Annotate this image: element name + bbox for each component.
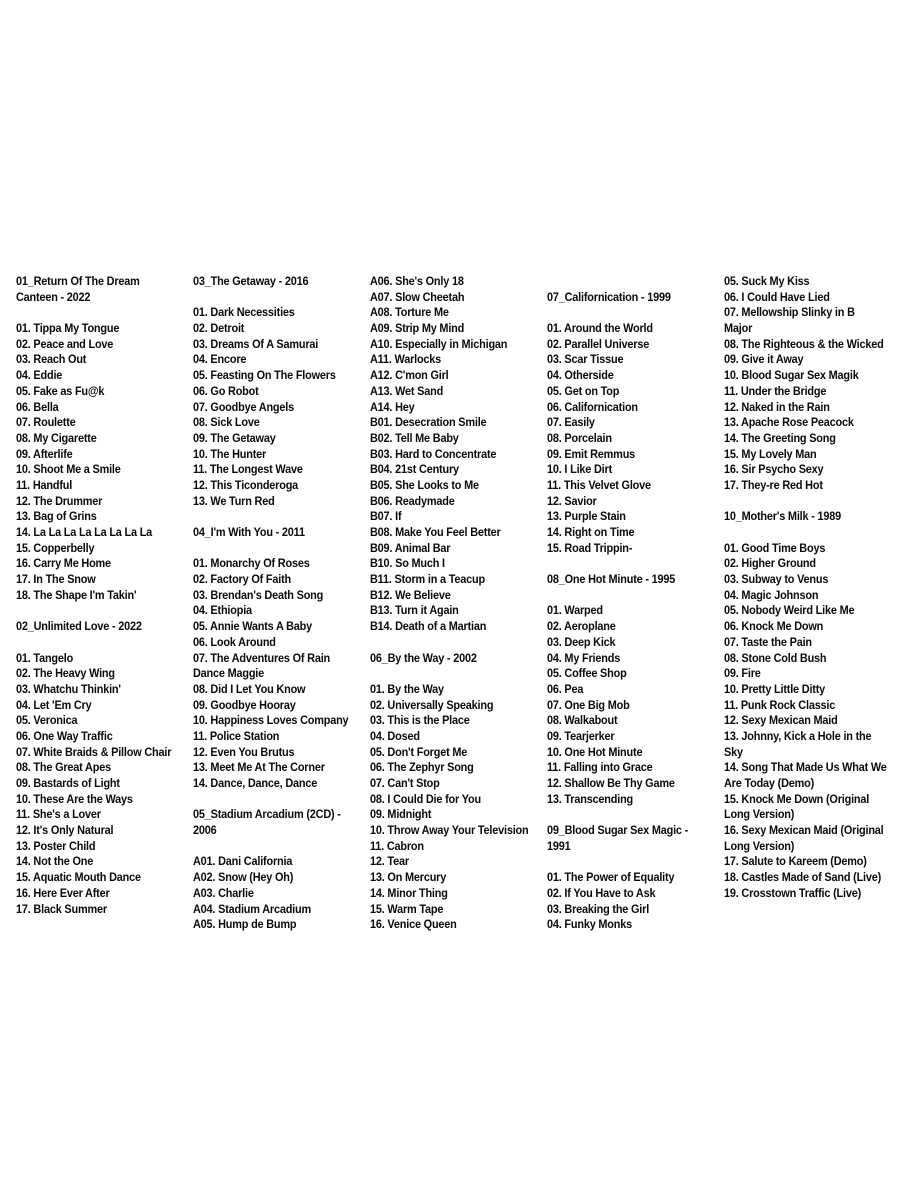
track-item: 02. If You Have to Ask (547, 886, 656, 900)
track-item: B12. We Believe (370, 588, 451, 602)
track-item: 07. One Big Mob (547, 698, 630, 712)
track-item: 01. Around the World (547, 322, 653, 336)
track-item: 04. Dosed (370, 729, 420, 743)
track-item: 12. Sexy Mexican Maid (724, 714, 838, 728)
column-4 (547, 274, 725, 933)
track-item: A12. C'mon Girl (370, 369, 449, 383)
track-item: A09. Strip My Mind (370, 322, 465, 336)
track-item: 11. Cabron (370, 839, 424, 853)
track-item: 08. The Righteous & the Wicked (724, 337, 884, 351)
track-item: 01. Warped (547, 604, 603, 618)
spacer (16, 305, 194, 321)
track-item: 05. Nobody Weird Like Me (724, 604, 855, 618)
track-item: 05. Veronica (16, 714, 78, 728)
track-item: 04. Otherside (547, 369, 614, 383)
track-item: 12. Savior (547, 494, 597, 508)
track-item: 16. Sir Psycho Sexy (724, 463, 824, 477)
track-item: 10. Blood Sugar Sex Magik (724, 369, 859, 383)
track-item: 07. Easily (547, 416, 595, 430)
track-item: 14. Minor Thing (370, 886, 448, 900)
album-heading: 03_The Getaway - 2016 (193, 275, 309, 288)
track-item: 17. Salute to Kareem (Demo) (724, 855, 867, 869)
track-item: 09. Give it Away (724, 353, 804, 367)
track-item: 08. Sick Love (193, 416, 260, 430)
track-item: 03. Breaking the Girl (547, 902, 650, 916)
track-item: 07. White Braids & Pillow Chair (16, 745, 172, 759)
track-item: 15. Warm Tape (370, 902, 444, 916)
track-item: 12. Shallow Be Thy Game (547, 777, 675, 790)
track-item: 11. Punk Rock Classic (724, 698, 836, 712)
track-item: 08. I Could Die for You (370, 792, 481, 806)
track-item: 13. Transcending (547, 792, 634, 806)
spacer (547, 807, 725, 823)
track-item: 09. Fire (724, 667, 761, 681)
track-item: 13. Johnny, Kick a Hole in the (724, 729, 872, 743)
track-item: 15. Road Trippin- (547, 541, 633, 555)
spacer (370, 666, 548, 682)
track-item: B02. Tell Me Baby (370, 431, 459, 445)
track-item: 11. The Longest Wave (193, 463, 303, 477)
spacer (547, 274, 725, 290)
track-item: 05. Coffee Shop (547, 667, 627, 681)
album-heading: 04_I'm With You - 2011 (193, 526, 305, 539)
track-item: 15. Knock Me Down (Original (724, 792, 870, 806)
track-item: B03. Hard to Concentrate (370, 447, 497, 461)
track-item: 01. Tangelo (16, 651, 74, 665)
track-item: 03. Brendan's Death Song (193, 588, 324, 602)
track-item: 04. Eddie (16, 369, 63, 383)
track-item: B10. So Much I (370, 557, 445, 571)
track-item: 10. The Hunter (193, 447, 267, 461)
track-item: 06. The Zephyr Song (370, 761, 474, 775)
track-item: 09. Midnight (370, 808, 432, 822)
track-item: 13. Apache Rose Peacock (724, 416, 854, 430)
album-heading: 1991 (547, 839, 571, 853)
track-item: B13. Turn it Again (370, 604, 459, 618)
track-item: A03. Charlie (193, 886, 254, 900)
track-item: 03. Deep Kick (547, 635, 616, 649)
track-item: 03. Dreams Of A Samurai (193, 337, 319, 351)
track-item: B14. Death of a Martian (370, 620, 487, 634)
track-item: 16. Carry Me Home (16, 557, 111, 571)
spacer (724, 494, 900, 510)
track-item: 06. Bella (16, 400, 59, 414)
track-item: B11. Storm in a Teacup (370, 573, 485, 587)
track-item: 10. One Hot Minute (547, 745, 643, 759)
track-item: 14. The Greeting Song (724, 431, 836, 445)
track-item: A04. Stadium Arcadium (193, 902, 311, 916)
track-item: 12. This Ticonderoga (193, 478, 299, 492)
track-item: 04. Ethiopia (193, 604, 252, 618)
track-item: 02. Peace and Love (16, 337, 114, 351)
track-item: 16. Sexy Mexican Maid (Original (724, 824, 884, 838)
track-item: 06. One Way Traffic (16, 729, 113, 743)
track-item: B09. Animal Bar (370, 541, 451, 555)
track-item: 13. Meet Me At The Corner (193, 761, 325, 775)
track-item: 08. My Cigarette (16, 431, 97, 445)
track-item: A02. Snow (Hey Oh) (193, 871, 294, 885)
track-item: 18. The Shape I'm Takin' (16, 588, 137, 602)
track-item: 01. By the Way (370, 682, 444, 696)
track-item: Dance Maggie (193, 667, 265, 681)
spacer (547, 556, 725, 572)
track-item: 15. Copperbelly (16, 541, 95, 555)
track-item: 02. Aeroplane (547, 620, 616, 634)
track-item: 08. Porcelain (547, 431, 612, 445)
track-item: A07. Slow Cheetah (370, 290, 465, 304)
track-item: 06. Look Around (193, 635, 276, 649)
track-item: 13. Poster Child (16, 839, 96, 853)
track-item: 01. Tippa My Tongue (16, 322, 120, 336)
track-item: 02. Universally Speaking (370, 698, 494, 712)
track-item: A05. Hump de Bump (193, 918, 297, 932)
track-item: 03. Whatchu Thinkin' (16, 682, 121, 696)
track-item: Long Version) (724, 808, 795, 822)
track-item: 14. Not the One (16, 855, 94, 869)
spacer (193, 541, 371, 557)
track-item: 06. Go Robot (193, 384, 259, 398)
track-item: 05. Get on Top (547, 384, 620, 398)
spacer (16, 635, 194, 651)
track-item: 16. Here Ever After (16, 886, 110, 900)
track-item: 04. Magic Johnson (724, 588, 819, 602)
track-item: 04. Let 'Em Cry (16, 698, 92, 712)
track-item: A10. Especially in Michigan (370, 337, 508, 351)
track-item: B01. Desecration Smile (370, 416, 487, 430)
track-item: 04. My Friends (547, 651, 621, 665)
track-item: 17. They-re Red Hot (724, 478, 823, 492)
track-item: 10. These Are the Ways (16, 792, 133, 806)
track-item: 12. Naked in the Rain (724, 400, 830, 414)
track-item: 14. Right on Time (547, 526, 635, 539)
track-item: 11. This Velvet Glove (547, 478, 651, 492)
track-item: 12. It's Only Natural (16, 824, 114, 838)
track-item: 14. Dance, Dance, Dance (193, 777, 318, 790)
track-item: B06. Readymade (370, 494, 455, 508)
spacer (193, 290, 371, 306)
track-item: 09. Emit Remmus (547, 447, 636, 461)
track-item: A08. Torture Me (370, 306, 449, 320)
track-item: 02. Parallel Universe (547, 337, 650, 351)
track-item: 01. Dark Necessities (193, 306, 295, 320)
album-heading: 09_Blood Sugar Sex Magic - (547, 824, 689, 838)
track-item: 10. Happiness Loves Company (193, 714, 349, 728)
track-item: 05. Fake as Fu@k (16, 384, 105, 398)
track-item: 09. Afterlife (16, 447, 73, 461)
track-item: 09. Goodbye Hooray (193, 698, 296, 712)
track-item: 09. Bastards of Light (16, 777, 120, 790)
track-item: 08. Did I Let You Know (193, 682, 306, 696)
track-item: 05. Suck My Kiss (724, 275, 810, 288)
track-item: A06. She's Only 18 (370, 275, 464, 288)
track-item: 10. Pretty Little Ditty (724, 682, 826, 696)
album-heading: 07_Californication - 1999 (547, 290, 671, 304)
track-item: 05. Feasting On The Flowers (193, 369, 336, 383)
track-item: A14. Hey (370, 400, 415, 414)
album-heading: Canteen - 2022 (16, 290, 91, 304)
track-item: 12. Tear (370, 855, 409, 869)
track-item: 03. This is the Place (370, 714, 470, 728)
track-item: B07. If (370, 510, 402, 524)
track-item: 06. Pea (547, 682, 584, 696)
track-item: 13. Bag of Grins (16, 510, 97, 524)
track-item: A01. Dani California (193, 855, 293, 869)
column-3 (370, 274, 548, 933)
track-item: 03. Scar Tissue (547, 353, 624, 367)
track-item: 11. She's a Lover (16, 808, 101, 822)
track-item: 11. Falling into Grace (547, 761, 653, 775)
track-item: 19. Crosstown Traffic (Live) (724, 886, 862, 900)
track-item: 02. Factory Of Faith (193, 573, 291, 587)
track-item: 17. Black Summer (16, 902, 107, 916)
track-item: 14. La La La La La La La La (16, 526, 153, 539)
spacer (193, 792, 371, 808)
track-item: 10. Shoot Me a Smile (16, 463, 121, 477)
track-item: 10. I Like Dirt (547, 463, 613, 477)
track-item: 01. Monarchy Of Roses (193, 557, 310, 571)
track-item: 09. Tearjerker (547, 729, 615, 743)
track-item: 01. Good Time Boys (724, 541, 826, 555)
track-item: A13. Wet Sand (370, 384, 444, 398)
track-item: 12. Even You Brutus (193, 745, 295, 759)
track-item: 17. In The Snow (16, 573, 96, 587)
track-item: B04. 21st Century (370, 463, 459, 477)
spacer (370, 635, 548, 651)
track-item: 11. Handful (16, 478, 73, 492)
track-item: 01. The Power of Equality (547, 871, 675, 885)
spacer (724, 525, 900, 541)
track-item: 07. Roulette (16, 416, 76, 430)
album-heading: 08_One Hot Minute - 1995 (547, 573, 676, 587)
spacer (547, 854, 725, 870)
track-item: 11. Under the Bridge (724, 384, 827, 398)
column-5 (724, 274, 900, 902)
track-item: 06. I Could Have Lied (724, 290, 830, 304)
track-item: 08. Walkabout (547, 714, 618, 728)
track-item: 08. The Great Apes (16, 761, 111, 775)
track-item: 16. Venice Queen (370, 918, 457, 932)
track-item: 06. Californication (547, 400, 638, 414)
album-heading: 2006 (193, 824, 217, 838)
track-item: Are Today (Demo) (724, 777, 815, 790)
track-item: B05. She Looks to Me (370, 478, 479, 492)
track-item: 07. Mellowship Slinky in B (724, 306, 855, 320)
track-item: 02. The Heavy Wing (16, 667, 115, 681)
track-item: B08. Make You Feel Better (370, 526, 501, 539)
track-item: 04. Encore (193, 353, 247, 367)
track-item: 08. Stone Cold Bush (724, 651, 827, 665)
track-item: 07. Can't Stop (370, 777, 440, 790)
track-item: 09. The Getaway (193, 431, 276, 445)
track-item: 10. Throw Away Your Television (370, 824, 529, 838)
album-heading: 10_Mother's Milk - 1989 (724, 510, 842, 524)
album-heading: 02_Unlimited Love - 2022 (16, 620, 142, 634)
column-2 (193, 274, 371, 933)
column-1 (16, 274, 194, 917)
track-item: Sky (724, 745, 743, 759)
track-item: 07. The Adventures Of Rain (193, 651, 331, 665)
track-item: 05. Don't Forget Me (370, 745, 468, 759)
track-item: 15. My Lovely Man (724, 447, 817, 461)
track-item: 04. Funky Monks (547, 918, 632, 932)
track-item: 18. Castles Made of Sand (Live) (724, 871, 882, 885)
track-item: 05. Annie Wants A Baby (193, 620, 312, 634)
track-item: 07. Taste the Pain (724, 635, 812, 649)
spacer (547, 588, 725, 604)
track-item: Major (724, 322, 753, 336)
track-item: 02. Higher Ground (724, 557, 816, 571)
track-item: 11. Police Station (193, 729, 280, 743)
album-heading: 05_Stadium Arcadium (2CD) - (193, 808, 341, 822)
track-item: 06. Knock Me Down (724, 620, 824, 634)
track-item: 13. Purple Stain (547, 510, 626, 524)
track-item: 03. Reach Out (16, 353, 87, 367)
track-item: A11. Warlocks (370, 353, 442, 367)
spacer (547, 305, 725, 321)
track-item: 14. Song That Made Us What We (724, 761, 887, 775)
track-item: 13. On Mercury (370, 871, 447, 885)
spacer (16, 603, 194, 619)
track-item: 12. The Drummer (16, 494, 103, 508)
track-item: 07. Goodbye Angels (193, 400, 294, 414)
track-item: 13. We Turn Red (193, 494, 275, 508)
track-item: 02. Detroit (193, 322, 245, 336)
album-heading: 06_By the Way - 2002 (370, 651, 477, 665)
album-heading: 01_Return Of The Dream (16, 275, 140, 288)
spacer (193, 509, 371, 525)
track-item: 15. Aquatic Mouth Dance (16, 871, 141, 885)
track-item: Long Version) (724, 839, 795, 853)
spacer (193, 839, 371, 855)
track-item: 03. Subway to Venus (724, 573, 829, 587)
